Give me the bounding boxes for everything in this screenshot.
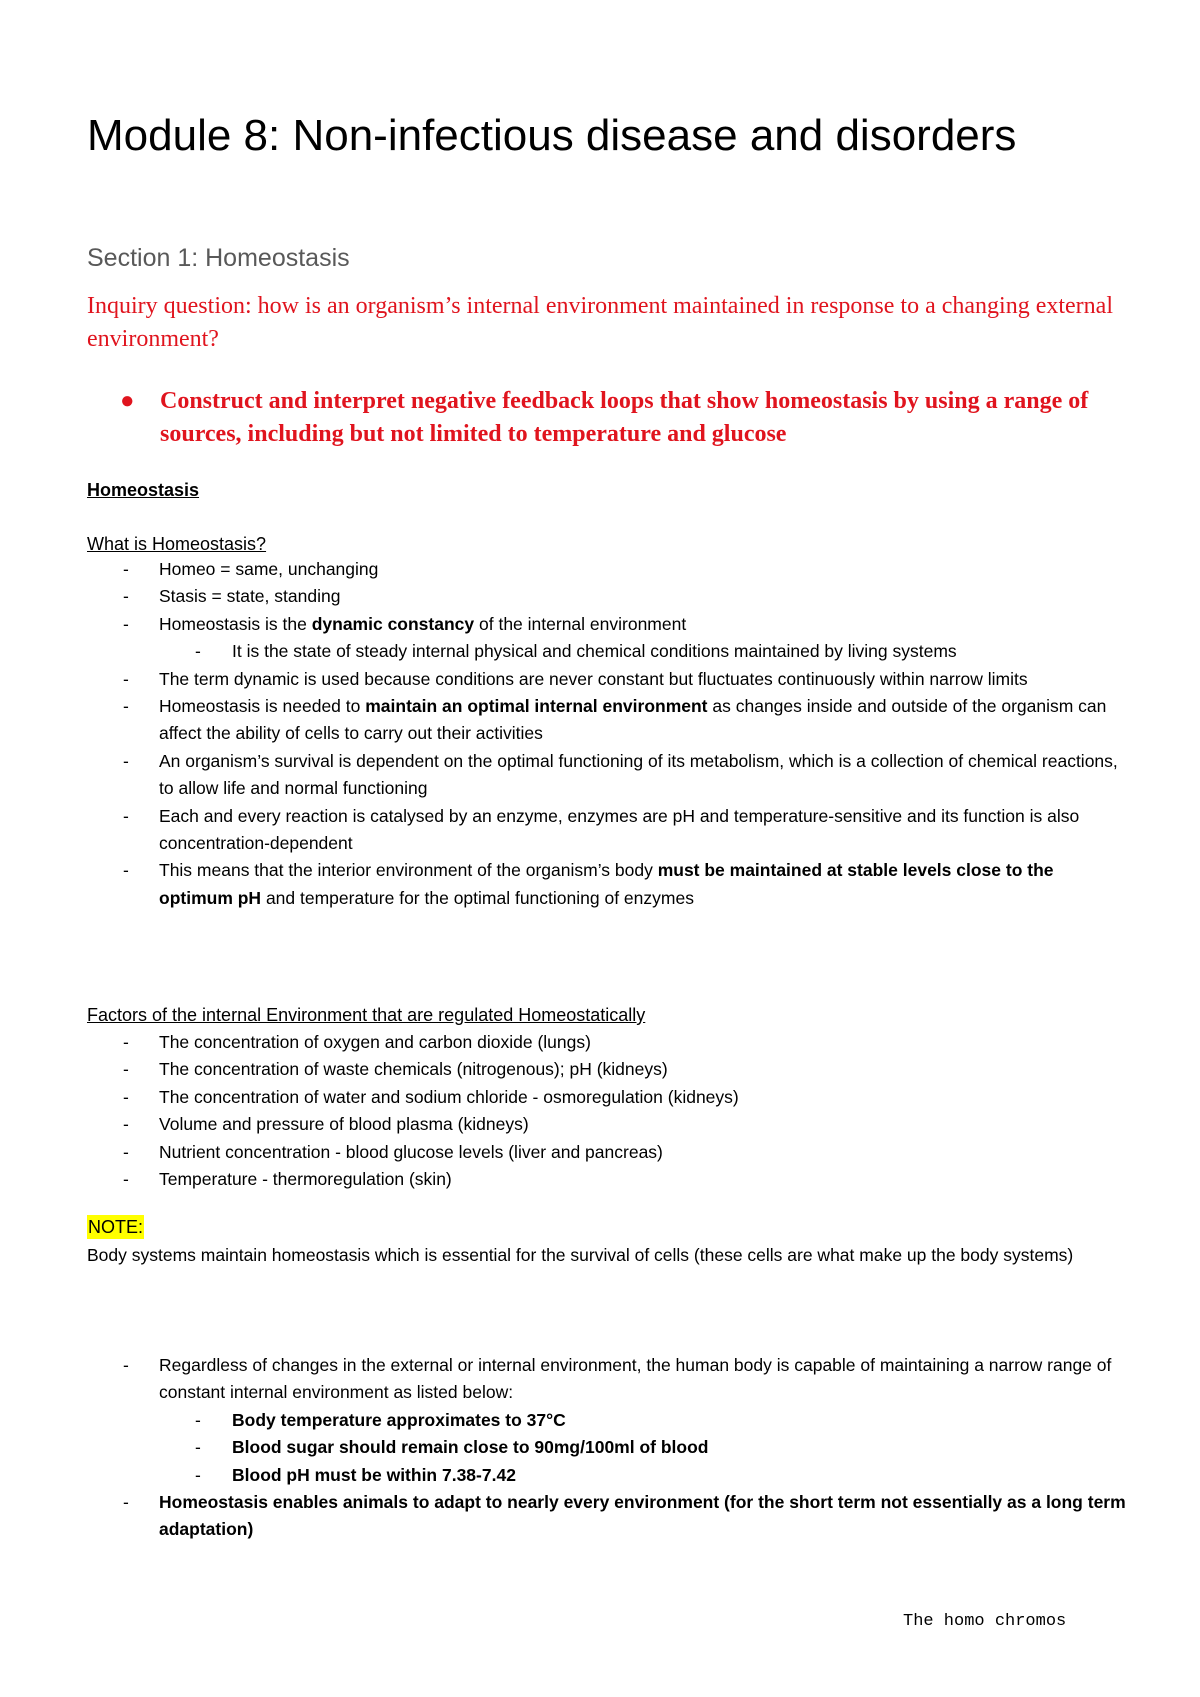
- homeostasis-heading: Homeostasis: [87, 480, 200, 500]
- list-item: - Nutrient concentration - blood glucose levels (liver and pancreas): [123, 1141, 663, 1162]
- syllabus-outcome: [120, 385, 1160, 451]
- note-text: Body systems maintain homeostasis which is essential for the survival of cells (these cells are what make up the body systems): [87, 1245, 1074, 1265]
- ranges-list: [87, 1352, 1132, 1544]
- list-item: - The concentration of oxygen and carbon dioxide (lungs): [123, 1032, 591, 1052]
- note-label: NOTE:: [88, 1217, 144, 1237]
- list-item: - Homeostasis is the dynamic constancy of the internal environment: [123, 613, 687, 634]
- list-item: - It is the state of steady internal physical and chemical conditions maintained by living systems: [195, 641, 957, 662]
- list-item: - Regardless of changes in the external or internal environment, the human body is capable of maintaining a narrow range of constant internal environment as listed below:: [123, 1355, 1112, 1403]
- what-is-list: [87, 556, 1132, 912]
- inquiry-question: Inquiry question: how is an organism’s internal environment maintained in response to a changing external environment?: [87, 293, 1113, 352]
- list-item: - Body temperature approximates to 37°C: [195, 1409, 566, 1430]
- list-item: - Homeostasis is needed to maintain an optimal internal environment as changes inside and outside of the organism can affect the ability of cells to carry out their activities: [123, 696, 1107, 744]
- list-item: - The term dynamic is used because conditions are never constant but fluctuates continuously within narrow limits: [123, 668, 1028, 689]
- list-item: - Blood sugar should remain close to 90mg/100ml of blood: [195, 1437, 709, 1458]
- list-item: - Each and every reaction is catalysed by an enzyme, enzymes are pH and temperature-sensitive and its function is also concentration-dependent: [123, 805, 1080, 854]
- list-item: - The concentration of waste chemicals (nitrogenous); pH (kidneys): [123, 1059, 668, 1080]
- footer-text: The homo chromos: [903, 1612, 1067, 1631]
- list-item: - Homeostasis enables animals to adapt to nearly every environment (for the short term not essentially as a long term adaptation): [123, 1492, 1126, 1540]
- page-title: Module 8: Non-infectious disease and disorders: [87, 111, 1017, 160]
- factors-list: [87, 1029, 1132, 1193]
- factors-subheading: Factors of the internal Environment that are regulated Homeostatically: [87, 1005, 646, 1025]
- list-item: - This means that the interior environment of the organism’s body must be maintained at stable levels close to the optimum pH and temperature for the optimal functioning of enzymes: [123, 860, 1054, 908]
- list-item: - Volume and pressure of blood plasma (kidneys): [123, 1114, 529, 1135]
- list-item: - The concentration of water and sodium chloride - osmoregulation (kidneys): [123, 1086, 739, 1107]
- list-item: - Stasis = state, standing: [123, 586, 341, 607]
- what-is-subheading: What is Homeostasis?: [87, 534, 267, 554]
- section-heading: Section 1: Homeostasis: [87, 244, 350, 272]
- bullet-icon: ●: [120, 388, 135, 414]
- list-item: - Homeo = same, unchanging: [123, 559, 379, 579]
- list-item: - An organism’s survival is dependent on the optimal functioning of its metabolism, which is a collection of chemical reactions, to allow life and normal functioning: [123, 750, 1118, 799]
- list-item: - Blood pH must be within 7.38-7.42: [195, 1464, 516, 1485]
- list-item: - Temperature - thermoregulation (skin): [123, 1169, 452, 1190]
- outcome-text: Construct and interpret negative feedback loops that show homeostasis by using a range of sources, including but not limited to temperature and glucose: [160, 388, 1089, 447]
